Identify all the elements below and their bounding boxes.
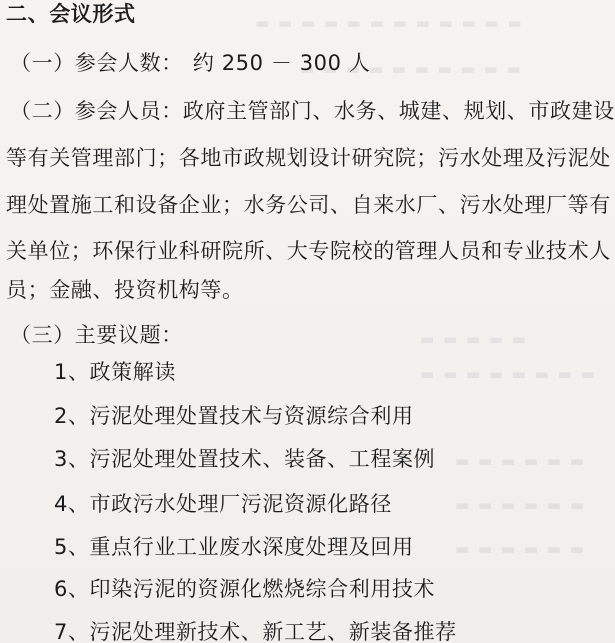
topic-item: 5、重点行业工业废水深度处理及回用 — [54, 535, 414, 559]
attendees-paragraph-line: 关单位；环保行业科研院所、大专院校的管理人员和专业技术人 — [6, 239, 611, 263]
bleed-through-shadow: ▬ ▬ ▬ ▬ ▬ ▬ — [455, 452, 586, 470]
attendees-paragraph-line: 理处置施工和设备企业；水务公司、自来水厂、污水处理厂等有 — [6, 193, 611, 217]
bleed-through-shadow: ▬ ▬ ▬ ▬ ▬ ▬ ▬ ▬ ▬ ▬ — [300, 60, 523, 78]
bleed-through-shadow: ▬ ▬ ▬ ▬ ▬ — [420, 330, 528, 348]
topic-item: 7、污泥处理新技术、新工艺、新装备推荐 — [54, 620, 457, 643]
bleed-through-shadow: ▬ ▬ ▬ ▬ ▬ ▬ ▬ ▬ ▬ ▬ ▬ ▬ — [255, 14, 524, 32]
attendees-paragraph-line: 等有关管理部门；各地市政规划设计研究院；污水处理及污泥处 — [6, 146, 611, 170]
bleed-through-shadow: ▬ ▬ ▬ ▬ ▬ ▬ — [455, 496, 586, 514]
attendees-first-line: 政府主管部门、水务、城建、规划、市政建设 — [182, 99, 615, 123]
bleed-through-shadow: ▬ ▬ ▬ ▬ ▬ ▬ ▬ ▬ — [420, 365, 597, 383]
topic-item: 1、政策解读 — [54, 360, 176, 384]
attendees-label: （二）参会人员： — [10, 99, 183, 123]
attendance-count-line — [10, 53, 370, 74]
topic-item: 2、污泥处理处置技术与资源综合利用 — [54, 404, 414, 428]
attendees-paragraph-line: 员；金融、投资机构等。 — [6, 278, 244, 302]
topic-item: 6、印染污泥的资源化燃烧综合利用技术 — [54, 577, 436, 601]
topic-item: 3、污泥处理处置技术、装备、工程案例 — [54, 447, 436, 471]
bleed-through-shadow: ▬ ▬ ▬ ▬ ▬ ▬ — [455, 540, 586, 558]
topics-label: （三）主要议题： — [10, 323, 183, 347]
attendance-count-label: （一）参会人数： — [10, 51, 183, 75]
attendees-line — [10, 101, 615, 122]
topic-item: 4、市政污水处理厂污泥资源化路径 — [54, 492, 392, 516]
section-heading: 二、会议形式 — [6, 2, 136, 26]
attendance-count-value: 约 250 － 300 人 — [192, 51, 371, 75]
